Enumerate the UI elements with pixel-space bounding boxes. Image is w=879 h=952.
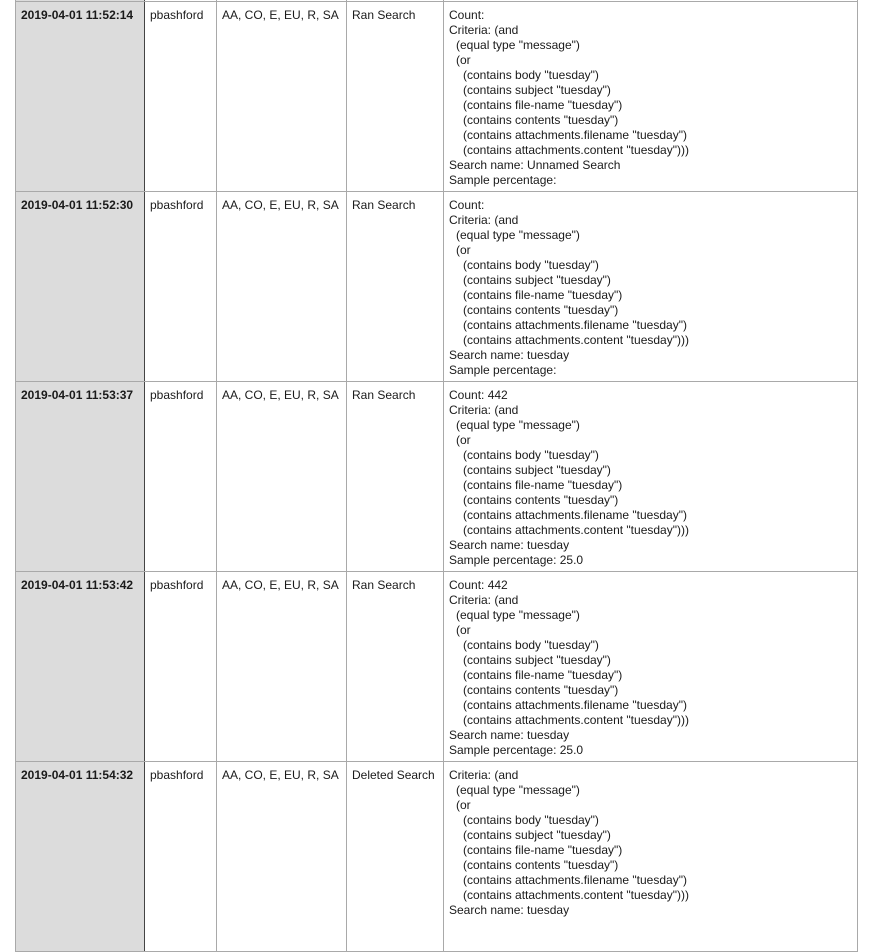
table-row xyxy=(16,762,858,952)
details-line: Count: 442 xyxy=(449,388,508,402)
details-line: Search name: tuesday xyxy=(449,903,570,917)
timestamp-cell: 2019-04-01 11:53:42 xyxy=(16,572,145,762)
details-line: (contains attachments.content "tuesday"))) xyxy=(463,713,689,727)
details-line: (contains attachments.content "tuesday"))) xyxy=(463,888,689,902)
details-line: (contains subject "tuesday") xyxy=(463,273,611,287)
details-line: (or xyxy=(456,53,471,67)
roles-cell: AA, CO, E, EU, R, SA xyxy=(217,382,347,572)
details-cell xyxy=(444,572,858,762)
details-cell xyxy=(444,192,858,382)
details-line: Criteria: (and xyxy=(449,768,519,782)
details-line: (contains subject "tuesday") xyxy=(463,653,611,667)
details-line: Search name: tuesday xyxy=(449,348,570,362)
details-line: (contains attachments.filename "tuesday") xyxy=(463,318,687,332)
details-line: (contains contents "tuesday") xyxy=(463,683,619,697)
details-line: Criteria: (and xyxy=(449,403,519,417)
details-line: Criteria: (and xyxy=(449,23,519,37)
user-cell: pbashford xyxy=(145,762,217,952)
user-cell: pbashford xyxy=(145,2,217,192)
roles-cell: AA, CO, E, EU, R, SA xyxy=(217,192,347,382)
details-line: (contains body "tuesday") xyxy=(463,448,599,462)
table-row xyxy=(16,2,858,192)
details-line: (contains attachments.filename "tuesday") xyxy=(463,508,687,522)
table-row xyxy=(16,572,858,762)
details-line: (contains file-name "tuesday") xyxy=(463,843,623,857)
details-line: Sample percentage: xyxy=(449,363,557,377)
details-line: (contains body "tuesday") xyxy=(463,638,599,652)
details-line: Sample percentage: xyxy=(449,173,557,187)
details-line: (contains contents "tuesday") xyxy=(463,303,619,317)
roles-cell: AA, CO, E, EU, R, SA xyxy=(217,762,347,952)
details-line: Count: xyxy=(449,8,485,22)
action-cell: Ran Search xyxy=(347,192,444,382)
details-line: (contains attachments.filename "tuesday") xyxy=(463,873,687,887)
details-line: (or xyxy=(456,433,471,447)
details-line: (contains contents "tuesday") xyxy=(463,858,619,872)
details-line: (contains subject "tuesday") xyxy=(463,463,611,477)
details-line: (or xyxy=(456,243,471,257)
details-line: Search name: Unnamed Search xyxy=(449,158,621,172)
action-cell: Ran Search xyxy=(347,2,444,192)
details-cell xyxy=(444,2,858,192)
action-cell: Ran Search xyxy=(347,572,444,762)
details-line: Search name: tuesday xyxy=(449,728,570,742)
details-line: (contains file-name "tuesday") xyxy=(463,478,623,492)
details-line: (equal type "message") xyxy=(456,608,580,622)
details-line: (contains body "tuesday") xyxy=(463,68,599,82)
details-line: (equal type "message") xyxy=(456,228,580,242)
details-line: (or xyxy=(456,798,471,812)
details-line: (contains body "tuesday") xyxy=(463,258,599,272)
details-cell xyxy=(444,762,858,952)
details-line: (equal type "message") xyxy=(456,38,580,52)
roles-cell: AA, CO, E, EU, R, SA xyxy=(217,2,347,192)
details-line: (equal type "message") xyxy=(456,783,580,797)
details-line: (or xyxy=(456,623,471,637)
details-line: (contains attachments.content "tuesday"))) xyxy=(463,143,689,157)
details-cell xyxy=(444,382,858,572)
action-cell: Deleted Search xyxy=(347,762,444,952)
details-line: Criteria: (and xyxy=(449,213,519,227)
details-line: (contains attachments.content "tuesday"))) xyxy=(463,333,689,347)
user-cell: pbashford xyxy=(145,572,217,762)
timestamp-cell: 2019-04-01 11:52:30 xyxy=(16,192,145,382)
audit-log-table-wrapper xyxy=(15,0,857,952)
details-line: (equal type "message") xyxy=(456,418,580,432)
details-line: Sample percentage: 25.0 xyxy=(449,743,584,757)
user-cell: pbashford xyxy=(145,382,217,572)
roles-cell: AA, CO, E, EU, R, SA xyxy=(217,572,347,762)
audit-log-body xyxy=(16,0,858,952)
timestamp-cell: 2019-04-01 11:52:14 xyxy=(16,2,145,192)
user-cell: pbashford xyxy=(145,192,217,382)
details-line: (contains attachments.filename "tuesday") xyxy=(463,698,687,712)
details-line: (contains subject "tuesday") xyxy=(463,828,611,842)
details-line: (contains contents "tuesday") xyxy=(463,493,619,507)
details-line: (contains subject "tuesday") xyxy=(463,83,611,97)
table-row xyxy=(16,192,858,382)
action-cell: Ran Search xyxy=(347,382,444,572)
details-line: (contains contents "tuesday") xyxy=(463,113,619,127)
details-line: (contains body "tuesday") xyxy=(463,813,599,827)
details-line: Count: 442 xyxy=(449,578,508,592)
details-line: (contains attachments.filename "tuesday") xyxy=(463,128,687,142)
details-line: Search name: tuesday xyxy=(449,538,570,552)
details-line: (contains file-name "tuesday") xyxy=(463,668,623,682)
details-line: (contains file-name "tuesday") xyxy=(463,98,623,112)
details-line: Criteria: (and xyxy=(449,593,519,607)
timestamp-cell: 2019-04-01 11:53:37 xyxy=(16,382,145,572)
details-line: Count: xyxy=(449,198,485,212)
table-row xyxy=(16,382,858,572)
audit-log-table xyxy=(15,0,858,952)
details-line: Sample percentage: 25.0 xyxy=(449,553,584,567)
details-line: (contains attachments.content "tuesday"))) xyxy=(463,523,689,537)
timestamp-cell: 2019-04-01 11:54:32 xyxy=(16,762,145,952)
details-line: (contains file-name "tuesday") xyxy=(463,288,623,302)
